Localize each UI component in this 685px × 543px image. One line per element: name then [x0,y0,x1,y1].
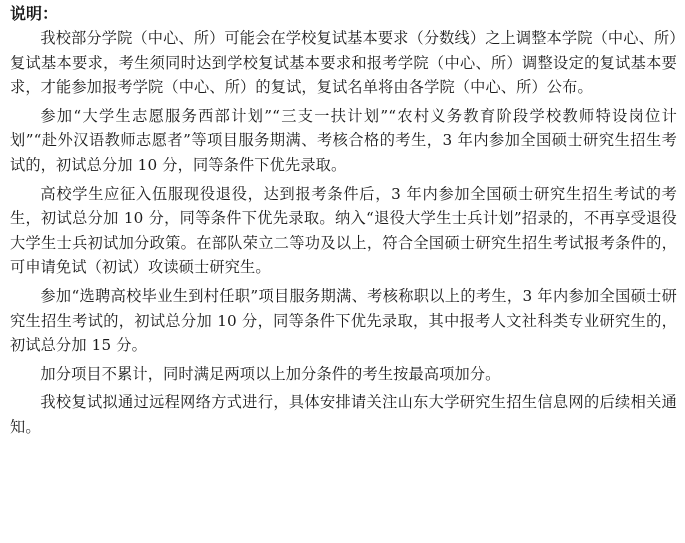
paragraph-bonus-not-cumulative: 加分项目不累计，同时满足两项以上加分条件的考生按最高项加分。 [40,364,501,383]
paragraph-volunteer-programs-bonus: 参加“大学生志愿服务西部计划”“三支一扶计划”“农村义务教育阶段学校教师特设岗位计划”“赴外汉语教师志愿者”等项目服务期满、考核合格的考生，3 年内参加全国硕士研究生招生考试的，初试总分加 10 分，同等条件下优先录取。 [10,106,677,174]
paragraph-retest-requirements: 我校部分学院（中心、所）可能会在学校复试基本要求（分数线）之上调整本学院（中心、所）复试基本要求，考生须同时达到学校复试基本要求和报考学院（中心、所）调整设定的复试基本要求，才能参加报考学院（中心、所）的复试，复试名单将由各学院（中心、所）公布。 [10,29,677,97]
paragraph-village-official-bonus: 参加“选聘高校毕业生到村任职”项目服务期满、考核称职以上的考生，3 年内参加全国硕士研究生招生考试的，初试总分加 10 分，同等条件下优先录取，其中报考人文社科类专业研究生的，初试总分加 15 分。 [10,286,677,355]
paragraph-veteran-bonus: 高校学生应征入伍服现役退役，达到报考条件后，3 年内参加全国硕士研究生招生考试的考生，初试总分加 10 分，同等条件下优先录取。纳入“退役大学生士兵计划”招录的，不再享受退役大学生士兵初试加分政策。在部队荣立二等功及以上，符合全国硕士研究生招生考试报考条件的，可申请免试（初试）攻读硕士研究生。 [10,184,677,277]
paragraph-remote-retest-notice: 我校复试拟通过远程网络方式进行，具体安排请关注山东大学研究生招生信息网的后续相关通知。 [10,393,677,436]
notes-heading: 说明： [10,4,59,23]
